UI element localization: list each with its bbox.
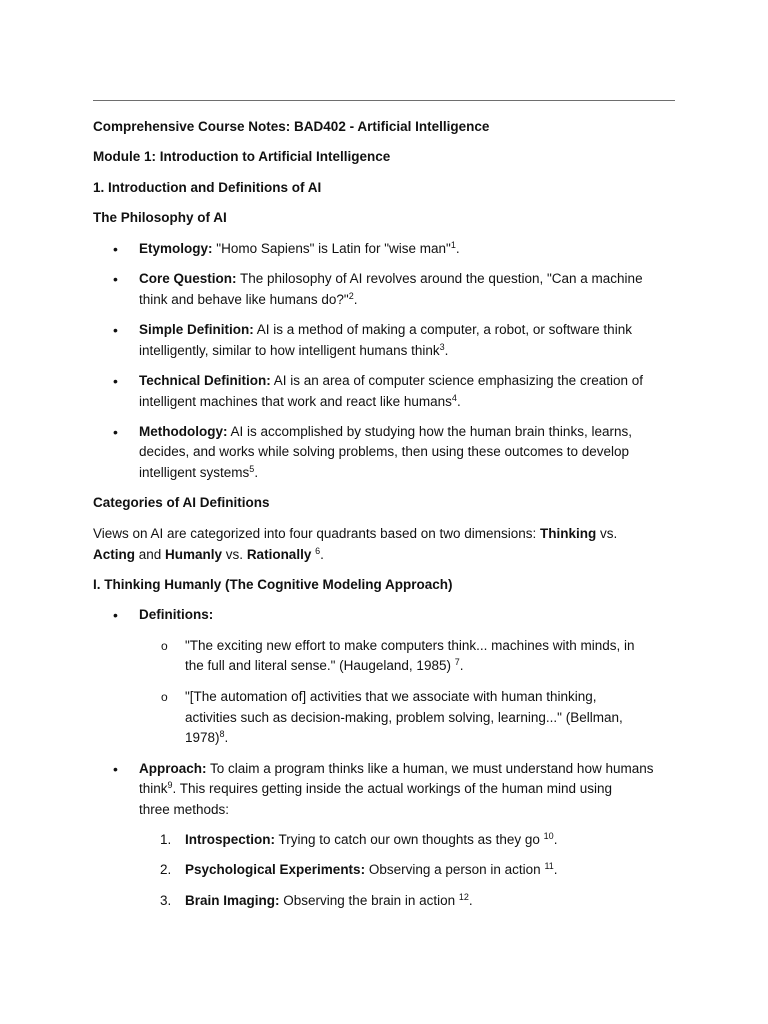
item-label: Technical Definition: <box>139 373 271 388</box>
approach-text: To claim a program thinks like a human, we must understand how humans <box>210 761 654 776</box>
list-item-core-question-cont <box>139 290 357 310</box>
list-number: 3. <box>160 893 172 908</box>
list-number: 2. <box>160 862 172 877</box>
intro-text: vs. <box>596 526 618 541</box>
list-number: 1. <box>160 832 172 847</box>
section-heading: 1. Introduction and Definitions of AI <box>93 180 322 195</box>
method-punct: . <box>553 862 558 877</box>
categories-heading: Categories of AI Definitions <box>93 495 270 510</box>
thinking-humanly-heading: I. Thinking Humanly (The Cognitive Modeling Approach) <box>93 577 453 592</box>
footnote-ref: 3 <box>439 342 445 352</box>
list-item-technical-definition-cont <box>139 392 461 412</box>
item-text: decides, and works while solving problems, then using these outcomes to develop <box>139 444 630 459</box>
definition-text: activities such as decision-making, problem solving, learning..." (Bellman, <box>185 710 623 725</box>
list-item-simple-definition <box>139 320 632 340</box>
definition-punct: . <box>459 658 464 673</box>
intro-term: Thinking <box>540 526 597 541</box>
item-text: AI is accomplished by studying how the human brain thinks, learns, <box>230 424 632 439</box>
footnote-ref: 8 <box>219 729 225 739</box>
approach-text: three methods: <box>139 802 230 817</box>
approach-item-cont <box>139 779 612 799</box>
item-punct: . <box>353 292 358 307</box>
method-introspection <box>185 830 557 850</box>
item-punct: . <box>444 343 449 358</box>
method-label: Introspection: <box>185 832 275 847</box>
approach-text: think <box>139 781 168 796</box>
footnote-ref: 9 <box>167 780 173 790</box>
intro-text: and <box>135 547 166 562</box>
list-item-methodology-cont <box>139 442 629 462</box>
item-punct: . <box>455 241 460 256</box>
categories-intro <box>93 524 617 544</box>
list-item-technical-definition <box>139 371 643 391</box>
approach-item <box>139 759 653 779</box>
method-psychological-experiments <box>185 860 558 880</box>
approach-label: Approach: <box>139 761 207 776</box>
bullet-icon: • <box>113 373 118 389</box>
item-label: Methodology: <box>139 424 228 439</box>
footnote-ref: 7 <box>454 657 460 667</box>
item-label: Simple Definition: <box>139 322 254 337</box>
item-text: AI is an area of computer science emphasizing the creation of <box>273 373 643 388</box>
item-text: intelligently, similar to how intelligent humans think <box>139 343 440 358</box>
approach-text: . This requires getting inside the actual workings of the human mind using <box>172 781 613 796</box>
item-text: intelligent machines that work and react like humans <box>139 394 452 409</box>
definition-text: the full and literal sense." (Haugeland, 1985) <box>185 658 455 673</box>
method-brain-imaging <box>185 891 473 911</box>
definition-text: "The exciting new effort to make computers think... machines with minds, in <box>185 638 635 653</box>
method-punct: . <box>468 893 473 908</box>
approach-item-cont <box>139 800 229 820</box>
list-item-core-question <box>139 269 643 289</box>
footnote-ref: 5 <box>249 464 255 474</box>
definition-haugeland-cont <box>185 656 464 676</box>
circle-bullet-icon: o <box>161 639 168 653</box>
header-rule <box>93 100 675 101</box>
intro-term: Rationally <box>246 547 312 562</box>
definition-text: "[The automation of] activities that we associate with human thinking, <box>185 689 597 704</box>
intro-term: Humanly <box>165 547 223 562</box>
item-text: "Homo Sapiens" is Latin for "wise man" <box>216 241 451 256</box>
bullet-icon: • <box>113 241 118 257</box>
item-punct: . <box>456 394 461 409</box>
footnote-ref: 2 <box>348 291 354 301</box>
bullet-icon: • <box>113 607 118 623</box>
item-label: Etymology: <box>139 241 213 256</box>
list-item-etymology <box>139 239 460 259</box>
module-heading: Module 1: Introduction to Artificial Intelligence <box>93 149 391 164</box>
definitions-label: Definitions: <box>139 607 214 622</box>
definition-haugeland <box>185 636 635 656</box>
method-label: Brain Imaging: <box>185 893 280 908</box>
footnote-ref: 10 <box>543 831 554 841</box>
document-title: Comprehensive Course Notes: BAD402 - Artificial Intelligence <box>93 119 490 134</box>
intro-text: vs. <box>222 547 247 562</box>
definition-bellman-cont <box>185 728 228 748</box>
intro-text: Views on AI are categorized into four quadrants based on two dimensions: <box>93 526 541 541</box>
bullet-icon: • <box>113 424 118 440</box>
method-text: Observing the brain in action <box>283 893 459 908</box>
bullet-icon: • <box>113 271 118 287</box>
footnote-ref: 6 <box>315 546 321 556</box>
definition-punct: . <box>224 730 229 745</box>
item-text: AI is a method of making a computer, a robot, or software think <box>256 322 632 337</box>
categories-intro-cont <box>93 545 324 565</box>
list-item-simple-definition-cont <box>139 341 448 361</box>
definition-bellman-cont <box>185 708 623 728</box>
footnote-ref: 11 <box>544 861 554 871</box>
method-text: Observing a person in action <box>368 862 545 877</box>
footnote-ref: 12 <box>458 892 469 902</box>
philosophy-heading: The Philosophy of AI <box>93 210 227 225</box>
method-label: Psychological Experiments: <box>185 862 366 877</box>
footnote-ref: 4 <box>451 393 457 403</box>
definition-bellman <box>185 687 597 707</box>
item-punct: . <box>254 465 259 480</box>
footnote-ref: 1 <box>450 240 456 250</box>
list-item-methodology-cont <box>139 463 258 483</box>
bullet-icon: • <box>113 761 118 777</box>
list-item-methodology <box>139 422 632 442</box>
method-punct: . <box>553 832 558 847</box>
item-text: intelligent systems <box>139 465 250 480</box>
item-text: think and behave like humans do?" <box>139 292 349 307</box>
item-label: Core Question: <box>139 271 237 286</box>
circle-bullet-icon: o <box>161 690 168 704</box>
bullet-icon: • <box>113 322 118 338</box>
intro-punct: . <box>320 547 324 562</box>
intro-term: Acting <box>93 547 135 562</box>
item-text: The philosophy of AI revolves around the question, "Can a machine <box>240 271 643 286</box>
method-text: Trying to catch our own thoughts as they go <box>278 832 544 847</box>
definition-text: 1978) <box>185 730 220 745</box>
